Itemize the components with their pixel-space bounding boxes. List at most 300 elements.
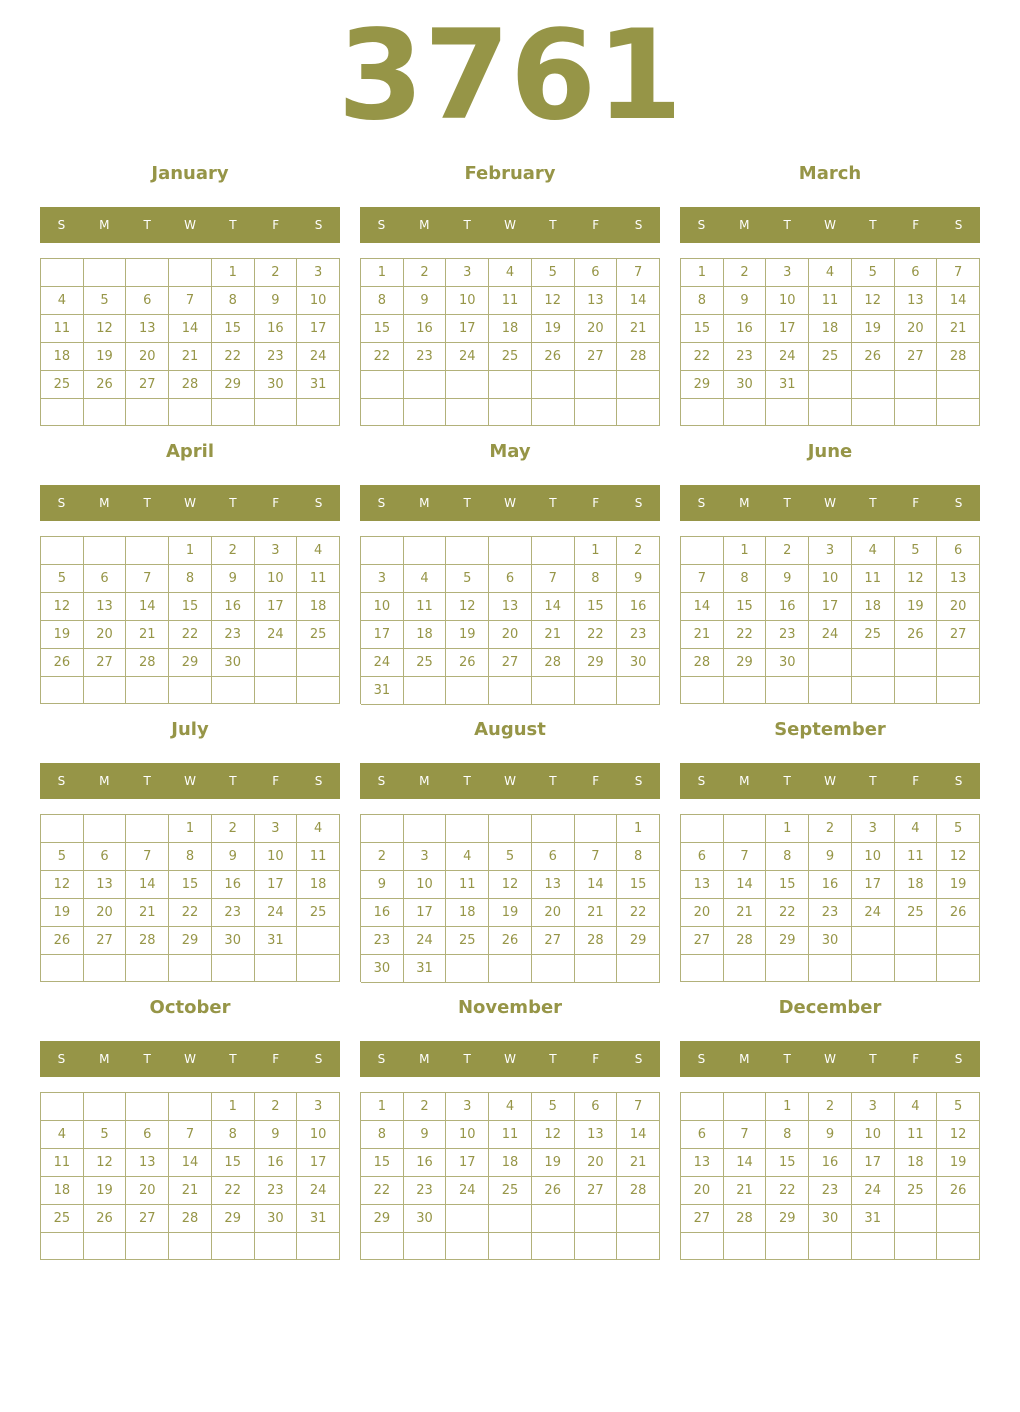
- day-cell: 21: [617, 315, 660, 343]
- day-cell: 26: [41, 649, 84, 677]
- empty-cell: [404, 1233, 447, 1260]
- empty-cell: [575, 815, 618, 843]
- day-cell: 28: [724, 1205, 767, 1233]
- day-cell: 14: [937, 287, 980, 315]
- weekday-label: S: [634, 496, 643, 510]
- weekday-label: T: [783, 496, 791, 510]
- empty-cell: [169, 1233, 212, 1260]
- day-cell: 24: [297, 1177, 340, 1205]
- day-cell: 22: [766, 899, 809, 927]
- day-cell: 27: [84, 927, 127, 955]
- empty-cell: [937, 1233, 980, 1260]
- weekday-label: S: [954, 496, 963, 510]
- day-cell: 24: [404, 927, 447, 955]
- day-cell: 5: [937, 1093, 980, 1121]
- empty-cell: [575, 1205, 618, 1233]
- day-cell: 6: [126, 1121, 169, 1149]
- weekday-label: F: [912, 218, 920, 232]
- day-cell: 23: [404, 1177, 447, 1205]
- day-cell: 26: [937, 899, 980, 927]
- day-cell: 29: [212, 371, 255, 399]
- day-cell: 29: [724, 649, 767, 677]
- day-cell: 13: [84, 871, 127, 899]
- weekday-label: S: [634, 774, 643, 788]
- day-cell: 16: [809, 871, 852, 899]
- day-cell: 2: [212, 815, 255, 843]
- day-cell: 16: [361, 899, 404, 927]
- day-cell: 28: [169, 1205, 212, 1233]
- empty-cell: [212, 955, 255, 982]
- day-cell: 7: [724, 843, 767, 871]
- day-cell: 8: [681, 287, 724, 315]
- month-name: January: [151, 163, 229, 184]
- day-cell: 5: [446, 565, 489, 593]
- empty-cell: [255, 649, 298, 677]
- day-cell: 8: [169, 565, 212, 593]
- empty-cell: [895, 955, 938, 982]
- day-cell: 14: [724, 871, 767, 899]
- empty-cell: [809, 677, 852, 704]
- empty-cell: [404, 677, 447, 705]
- day-cell: 22: [212, 343, 255, 371]
- empty-cell: [681, 955, 724, 982]
- day-cell: 11: [446, 871, 489, 899]
- empty-cell: [84, 815, 127, 843]
- day-cell: 3: [404, 843, 447, 871]
- day-grid: [40, 258, 340, 426]
- empty-cell: [575, 955, 618, 983]
- day-cell: 25: [809, 343, 852, 371]
- day-cell: 2: [212, 537, 255, 565]
- empty-cell: [852, 955, 895, 982]
- day-cell: 19: [895, 593, 938, 621]
- empty-cell: [617, 677, 660, 705]
- day-grid: [680, 258, 980, 426]
- weekday-label: S: [57, 1052, 66, 1066]
- day-grid: [40, 814, 340, 982]
- empty-cell: [766, 1233, 809, 1260]
- day-cell: 2: [361, 843, 404, 871]
- day-cell: 24: [852, 1177, 895, 1205]
- day-cell: 3: [852, 1093, 895, 1121]
- day-cell: 27: [895, 343, 938, 371]
- day-cell: 4: [297, 815, 340, 843]
- day-cell: 25: [852, 621, 895, 649]
- empty-cell: [41, 259, 84, 287]
- day-cell: 18: [809, 315, 852, 343]
- weekday-label: F: [912, 496, 920, 510]
- day-cell: 5: [489, 843, 532, 871]
- day-cell: 24: [766, 343, 809, 371]
- day-cell: 30: [212, 927, 255, 955]
- day-cell: 10: [809, 565, 852, 593]
- day-cell: 9: [404, 1121, 447, 1149]
- weekday-label: F: [272, 496, 280, 510]
- day-cell: 12: [84, 315, 127, 343]
- day-cell: 29: [681, 371, 724, 399]
- day-cell: 15: [766, 871, 809, 899]
- weekday-label: T: [549, 774, 557, 788]
- day-cell: 16: [255, 1149, 298, 1177]
- weekday-header: [360, 207, 660, 243]
- weekday-header: [40, 1041, 340, 1077]
- empty-cell: [617, 371, 660, 399]
- empty-cell: [724, 815, 767, 843]
- day-cell: 3: [766, 259, 809, 287]
- day-cell: 18: [41, 1177, 84, 1205]
- day-cell: 1: [361, 259, 404, 287]
- day-cell: 26: [532, 1177, 575, 1205]
- day-cell: 4: [446, 843, 489, 871]
- weekday-label: S: [697, 218, 706, 232]
- empty-cell: [532, 371, 575, 399]
- weekday-label: T: [549, 496, 557, 510]
- empty-cell: [895, 1233, 938, 1260]
- day-cell: 15: [724, 593, 767, 621]
- weekday-label: M: [99, 218, 110, 232]
- empty-cell: [937, 399, 980, 426]
- day-cell: 11: [41, 1149, 84, 1177]
- day-cell: 4: [297, 537, 340, 565]
- day-cell: 4: [41, 1121, 84, 1149]
- day-cell: 11: [895, 1121, 938, 1149]
- day-cell: 14: [724, 1149, 767, 1177]
- day-cell: 5: [41, 843, 84, 871]
- day-cell: 11: [297, 843, 340, 871]
- day-cell: 11: [489, 287, 532, 315]
- weekday-label: S: [634, 218, 643, 232]
- day-cell: 12: [84, 1149, 127, 1177]
- day-cell: 5: [852, 259, 895, 287]
- day-cell: 3: [297, 1093, 340, 1121]
- day-cell: 21: [126, 899, 169, 927]
- empty-cell: [84, 399, 127, 426]
- weekday-label: T: [229, 496, 237, 510]
- day-cell: 12: [895, 565, 938, 593]
- empty-cell: [937, 955, 980, 982]
- empty-cell: [681, 677, 724, 704]
- empty-cell: [489, 815, 532, 843]
- day-cell: 17: [446, 315, 489, 343]
- day-cell: 2: [404, 259, 447, 287]
- day-cell: 13: [489, 593, 532, 621]
- day-cell: 10: [255, 565, 298, 593]
- day-cell: 10: [404, 871, 447, 899]
- empty-cell: [724, 1233, 767, 1260]
- day-cell: 9: [212, 843, 255, 871]
- weekday-label: M: [739, 1052, 750, 1066]
- day-cell: 22: [575, 621, 618, 649]
- day-cell: 22: [681, 343, 724, 371]
- day-cell: 7: [937, 259, 980, 287]
- empty-cell: [255, 677, 298, 704]
- month-name: October: [149, 997, 231, 1018]
- day-cell: 11: [489, 1121, 532, 1149]
- day-cell: 5: [532, 1093, 575, 1121]
- empty-cell: [126, 537, 169, 565]
- day-cell: 22: [169, 621, 212, 649]
- day-cell: 22: [724, 621, 767, 649]
- day-cell: 8: [212, 287, 255, 315]
- day-cell: 14: [169, 1149, 212, 1177]
- weekday-label: S: [314, 774, 323, 788]
- day-cell: 22: [361, 1177, 404, 1205]
- day-cell: 18: [446, 899, 489, 927]
- day-cell: 23: [212, 899, 255, 927]
- day-cell: 17: [297, 315, 340, 343]
- day-cell: 23: [255, 1177, 298, 1205]
- day-cell: 7: [532, 565, 575, 593]
- day-cell: 27: [489, 649, 532, 677]
- day-cell: 3: [255, 815, 298, 843]
- empty-cell: [297, 1233, 340, 1260]
- day-cell: 27: [937, 621, 980, 649]
- day-cell: 2: [809, 1093, 852, 1121]
- empty-cell: [809, 955, 852, 982]
- day-cell: 25: [489, 1177, 532, 1205]
- weekday-label: T: [143, 1052, 151, 1066]
- weekday-label: S: [697, 774, 706, 788]
- day-cell: 23: [766, 621, 809, 649]
- empty-cell: [617, 955, 660, 983]
- weekday-label: M: [739, 496, 750, 510]
- weekday-label: S: [697, 1052, 706, 1066]
- weekday-label: S: [954, 1052, 963, 1066]
- empty-cell: [126, 1233, 169, 1260]
- day-cell: 28: [724, 927, 767, 955]
- day-cell: 1: [169, 537, 212, 565]
- weekday-label: T: [463, 496, 471, 510]
- day-cell: 26: [84, 1205, 127, 1233]
- day-cell: 23: [361, 927, 404, 955]
- day-cell: 4: [852, 537, 895, 565]
- day-cell: 6: [575, 1093, 618, 1121]
- day-cell: 13: [575, 1121, 618, 1149]
- day-cell: 8: [212, 1121, 255, 1149]
- day-cell: 23: [617, 621, 660, 649]
- day-cell: 3: [446, 259, 489, 287]
- day-cell: 12: [937, 1121, 980, 1149]
- empty-cell: [41, 677, 84, 704]
- empty-cell: [446, 677, 489, 705]
- day-grid: [360, 258, 660, 426]
- day-cell: 25: [297, 899, 340, 927]
- empty-cell: [169, 399, 212, 426]
- day-cell: 29: [361, 1205, 404, 1233]
- empty-cell: [446, 1233, 489, 1260]
- day-cell: 19: [489, 899, 532, 927]
- day-cell: 18: [895, 871, 938, 899]
- day-cell: 6: [84, 843, 127, 871]
- weekday-label: S: [954, 774, 963, 788]
- day-cell: 29: [766, 927, 809, 955]
- day-cell: 29: [169, 927, 212, 955]
- empty-cell: [41, 1233, 84, 1260]
- day-cell: 8: [169, 843, 212, 871]
- empty-cell: [361, 1233, 404, 1260]
- day-cell: 25: [895, 899, 938, 927]
- day-cell: 6: [126, 287, 169, 315]
- empty-cell: [489, 399, 532, 427]
- day-cell: 16: [212, 871, 255, 899]
- empty-cell: [681, 815, 724, 843]
- weekday-label: M: [419, 774, 430, 788]
- empty-cell: [724, 955, 767, 982]
- day-cell: 1: [212, 259, 255, 287]
- month-name: December: [778, 997, 882, 1018]
- day-cell: 3: [446, 1093, 489, 1121]
- empty-cell: [361, 537, 404, 565]
- day-cell: 10: [361, 593, 404, 621]
- empty-cell: [84, 259, 127, 287]
- empty-cell: [681, 537, 724, 565]
- empty-cell: [681, 1233, 724, 1260]
- day-cell: 3: [809, 537, 852, 565]
- empty-cell: [297, 927, 340, 955]
- weekday-label: M: [419, 496, 430, 510]
- empty-cell: [126, 259, 169, 287]
- day-cell: 6: [489, 565, 532, 593]
- day-cell: 16: [724, 315, 767, 343]
- day-cell: 15: [361, 1149, 404, 1177]
- day-cell: 17: [809, 593, 852, 621]
- day-cell: 2: [255, 1093, 298, 1121]
- day-cell: 9: [212, 565, 255, 593]
- weekday-label: W: [184, 218, 196, 232]
- day-cell: 5: [41, 565, 84, 593]
- day-cell: 3: [297, 259, 340, 287]
- weekday-label: T: [549, 1052, 557, 1066]
- empty-cell: [489, 955, 532, 983]
- weekday-label: T: [229, 218, 237, 232]
- day-cell: 24: [809, 621, 852, 649]
- day-cell: 20: [575, 315, 618, 343]
- day-cell: 24: [297, 343, 340, 371]
- weekday-label: T: [549, 218, 557, 232]
- empty-cell: [852, 399, 895, 426]
- day-cell: 1: [169, 815, 212, 843]
- day-cell: 27: [126, 371, 169, 399]
- empty-cell: [895, 677, 938, 704]
- empty-cell: [446, 537, 489, 565]
- empty-cell: [169, 677, 212, 704]
- day-cell: 21: [681, 621, 724, 649]
- day-cell: 28: [126, 927, 169, 955]
- empty-cell: [297, 955, 340, 982]
- year-title: 3761: [337, 4, 683, 148]
- weekday-label: S: [314, 496, 323, 510]
- day-cell: 17: [852, 1149, 895, 1177]
- weekday-label: T: [869, 218, 877, 232]
- day-cell: 28: [169, 371, 212, 399]
- day-cell: 28: [126, 649, 169, 677]
- day-cell: 23: [255, 343, 298, 371]
- day-cell: 14: [575, 871, 618, 899]
- day-cell: 20: [575, 1149, 618, 1177]
- day-cell: 13: [126, 1149, 169, 1177]
- day-cell: 6: [532, 843, 575, 871]
- day-grid: [360, 1092, 660, 1260]
- weekday-label: T: [143, 774, 151, 788]
- day-cell: 25: [297, 621, 340, 649]
- empty-cell: [766, 955, 809, 982]
- empty-cell: [41, 399, 84, 426]
- weekday-label: T: [869, 774, 877, 788]
- empty-cell: [84, 677, 127, 704]
- day-cell: 20: [937, 593, 980, 621]
- day-cell: 19: [41, 899, 84, 927]
- day-cell: 11: [895, 843, 938, 871]
- day-cell: 26: [84, 371, 127, 399]
- empty-cell: [404, 815, 447, 843]
- day-cell: 31: [361, 677, 404, 705]
- day-cell: 7: [617, 259, 660, 287]
- day-cell: 31: [297, 1205, 340, 1233]
- day-cell: 20: [126, 1177, 169, 1205]
- day-cell: 8: [766, 1121, 809, 1149]
- weekday-label: T: [143, 496, 151, 510]
- day-cell: 12: [41, 871, 84, 899]
- day-cell: 9: [809, 843, 852, 871]
- weekday-header: [40, 207, 340, 243]
- weekday-label: W: [824, 218, 836, 232]
- day-cell: 4: [41, 287, 84, 315]
- day-cell: 13: [937, 565, 980, 593]
- day-cell: 14: [126, 593, 169, 621]
- month-name: August: [474, 719, 546, 740]
- empty-cell: [41, 955, 84, 982]
- day-cell: 6: [681, 1121, 724, 1149]
- weekday-label: F: [272, 1052, 280, 1066]
- day-cell: 13: [575, 287, 618, 315]
- day-grid: [680, 1092, 980, 1260]
- day-cell: 30: [361, 955, 404, 983]
- empty-cell: [446, 371, 489, 399]
- day-cell: 17: [255, 593, 298, 621]
- empty-cell: [169, 259, 212, 287]
- day-cell: 4: [895, 815, 938, 843]
- day-cell: 26: [937, 1177, 980, 1205]
- empty-cell: [852, 649, 895, 677]
- day-cell: 30: [617, 649, 660, 677]
- empty-cell: [361, 371, 404, 399]
- day-cell: 2: [809, 815, 852, 843]
- day-cell: 30: [255, 1205, 298, 1233]
- empty-cell: [169, 955, 212, 982]
- day-cell: 24: [255, 621, 298, 649]
- day-cell: 29: [212, 1205, 255, 1233]
- weekday-label: T: [229, 774, 237, 788]
- weekday-header: [360, 763, 660, 799]
- day-cell: 21: [169, 1177, 212, 1205]
- day-cell: 9: [766, 565, 809, 593]
- day-cell: 2: [617, 537, 660, 565]
- day-cell: 20: [84, 899, 127, 927]
- day-cell: 5: [84, 1121, 127, 1149]
- day-cell: 19: [41, 621, 84, 649]
- empty-cell: [532, 815, 575, 843]
- day-cell: 18: [297, 593, 340, 621]
- month-name: September: [774, 719, 886, 740]
- day-cell: 12: [532, 1121, 575, 1149]
- empty-cell: [766, 399, 809, 426]
- weekday-label: S: [377, 774, 386, 788]
- day-cell: 7: [126, 565, 169, 593]
- day-cell: 19: [532, 1149, 575, 1177]
- day-cell: 10: [852, 843, 895, 871]
- day-cell: 15: [681, 315, 724, 343]
- day-cell: 17: [255, 871, 298, 899]
